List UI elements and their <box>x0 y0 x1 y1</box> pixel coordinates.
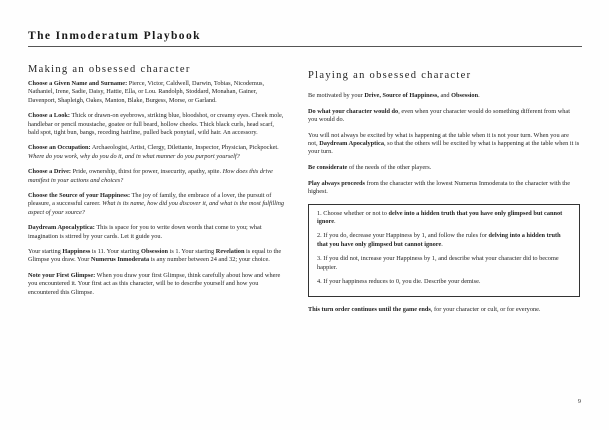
motivated-text-1: Be motivated by your <box>308 92 365 100</box>
starting-values-paragraph <box>28 248 286 264</box>
starting-text-2: is 11. Your starting <box>90 248 142 256</box>
choose-source-prompt: What is its name, how did you discover it, and what is the most fulfilling aspect of your source? <box>28 200 285 216</box>
turn-step-1-text: 1. Choose whether or not to <box>317 209 389 217</box>
choose-look-text: Thick or drawn-on eyebrows, striking blue, bloodshot, or creamy eyes. Cheek mole, handlebar or pencil moustache, goatee or full beard, hollow cheeks. Thick black curls, head scarf, bald spot, tight bun, bangs, receding hairline, pulled back ponytail, wild hair. An accessory. <box>28 112 284 136</box>
page-header <box>28 30 582 47</box>
choose-drive-prompt: How does this drive manifest in your actions and choices? <box>28 168 273 184</box>
turn-step-1-bold: delve into a hidden truth that you have only glimpsed but cannot ignore <box>317 209 563 225</box>
considerate-paragraph <box>308 164 580 172</box>
first-glimpse-paragraph <box>28 272 286 297</box>
choose-occupation-label: Choose an Occupation: <box>28 144 91 152</box>
daydream-label: Daydream Apocalyptica: <box>28 224 95 232</box>
choose-occupation-text: Archaeologist, Artist, Clergy, Dilettante, Inspector, Physician, Pickpocket. <box>90 144 279 152</box>
turn-step-2-bold: delving into a hidden truth that you have only glimpsed but cannot ignore <box>317 232 561 248</box>
choose-name-paragraph <box>28 80 286 105</box>
choose-occupation-prompt: Where do you work, why do you do it, and in what manner do you purport yourself? <box>28 152 240 160</box>
turn-order-paragraph <box>308 306 580 314</box>
turn-step-1-end: . <box>334 217 336 225</box>
making-character-heading: Making an obsessed character <box>28 64 191 75</box>
starting-text-3: is 1. Your starting <box>168 248 216 256</box>
starting-text-4: is equal to the Glimpse you draw. Your <box>28 248 282 264</box>
would-do-label: Do what your character would do <box>308 107 399 115</box>
turn-order-text: , for your character or cult, or for everyone. <box>430 305 541 313</box>
turn-step-3-text: 3. If you did not, increase your Happiness by 1, and describe what your character did to become happier. <box>317 255 559 271</box>
turn-order-label: This turn order continues until the game ends <box>308 305 431 313</box>
daydream-text: This is space for you to write down words that come to you; what imagination is stirred by your cards. Let it guide you. <box>28 224 262 240</box>
play-proceeds-paragraph <box>308 180 580 196</box>
document-title: The Inmoderatum Playbook <box>28 30 201 42</box>
play-proceeds-label: Play always proceeds <box>308 179 365 187</box>
choose-source-label: Choose the Source of your Happiness: <box>28 192 131 200</box>
choose-name-text: Pierce, Victor, Caldwell, Darwin, Tobias, Nicodemus, Nathaniel, Irene, Sadie, Daisy, Hattie, Ella, or Lou. Randolph, Stoddard, Monahan, Gainer, Davenport, Shapleigh, Oakes, Manton, Blake, Burgess, Morse, or Garland. <box>28 80 265 104</box>
choose-name-label: Choose a Given Name and Surname: <box>28 80 128 88</box>
first-glimpse-text: When you draw your first Glimpse, think carefully about how and where you encountered it. Your first act as this character, will be to describe yourself and how you encountered this Glimpse. <box>28 272 281 296</box>
turn-step-1 <box>317 210 571 226</box>
would-do-text: , even when your character would do something different from what you would do. <box>308 107 570 124</box>
choose-source-text: The joy of family, the embrace of a lover, the pursuit of pleasure, a successful career. <box>28 192 272 208</box>
would-do-paragraph <box>308 108 580 124</box>
play-proceeds-text: from the character with the lowest Numerus Inmoderata to the character with the highest. <box>308 179 570 195</box>
obsession-term: Obsession <box>141 248 168 256</box>
motivated-bold-2: Obsession <box>451 92 479 100</box>
turn-step-4 <box>317 278 571 286</box>
excited-paragraph <box>308 132 580 157</box>
first-glimpse-label: Note your First Glimpse: <box>28 272 96 280</box>
playing-character-heading: Playing an obsessed character <box>308 70 472 81</box>
playing-character-column <box>308 72 580 322</box>
making-character-column <box>28 66 286 304</box>
choose-drive-text: Pride, ownership, thirst for power, insecurity, apathy, spite. <box>71 168 222 176</box>
starting-text-5: is any number between 24 and 32; your choice. <box>149 256 270 264</box>
choose-occupation-paragraph <box>28 144 286 160</box>
choose-source-paragraph <box>28 192 286 217</box>
choose-look-paragraph <box>28 112 286 137</box>
choose-drive-label: Choose a Drive: <box>28 168 72 176</box>
numerus-inmoderata-term: Numerus Inmoderata <box>90 256 150 264</box>
page-number: 9 <box>577 398 581 405</box>
excited-text-1: You will not always be excited by what is happening at the table when it is not your turn. When you are not, <box>308 131 569 148</box>
considerate-text: of the needs of the other players. <box>347 163 432 171</box>
turn-step-2-end: . <box>441 240 443 248</box>
choose-drive-paragraph <box>28 168 286 184</box>
starting-text-1: Your starting <box>28 248 63 256</box>
turn-step-4-text: 4. If your happiness reduces to 0, you die. Describe your demise. <box>317 278 481 286</box>
happiness-term: Happiness <box>62 248 91 256</box>
motivated-paragraph <box>308 92 580 100</box>
choose-look-label: Choose a Look: <box>28 112 70 120</box>
turn-steps-box <box>308 204 580 297</box>
considerate-label: Be considerate <box>308 163 348 171</box>
turn-step-2-text: 2. If you do, decrease your Happiness by 1, and follow the rules for <box>317 232 489 240</box>
daydream-term: Daydream Apocalyptica <box>319 140 384 148</box>
motivated-text-2: and <box>438 92 452 100</box>
turn-step-3 <box>317 255 571 271</box>
daydream-paragraph <box>28 224 286 240</box>
header-divider <box>28 46 582 47</box>
motivated-text-3: . <box>478 92 480 100</box>
motivated-bold-1: Drive, Source of Happiness, <box>364 92 439 100</box>
turn-step-2 <box>317 232 571 248</box>
revelation-term: Revelation <box>215 248 245 256</box>
excited-text-2: , so that the others will be excited by what is happening at the table when it is your turn. <box>308 140 580 156</box>
